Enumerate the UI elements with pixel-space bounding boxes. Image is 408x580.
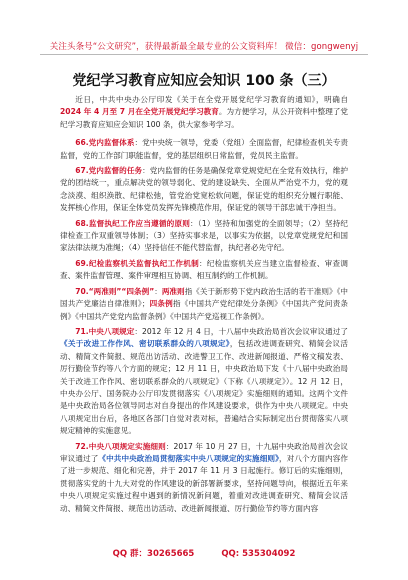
highlight-text: 71.中央八项规定	[75, 326, 135, 336]
paragraph-text: ：（1）坚持和加强党的全面领导；（2）坚持纪律检查工作双重领导体制；（3）坚持实事求是，以事实为依据，以党章党规党纪和国家法律法规为准绳；（4）坚持信任不能代替监督，执纪者必先守纪。	[60, 218, 349, 253]
highlight-text: 2024 年 4 月至 7 月在全党开展党纪学习教育	[60, 107, 219, 117]
paragraph-text: ，包括改进调查研究、精简会议活动、精简文件简报、规范出访活动、改进警卫工作、改进新闻报道、严格文稿发表、厉行勤俭节约等八个方面的规定；12 月 11 日，中央政治局下发《十八届中央政治局关于改进工作作风、密切联系群众的八项规定》（下称《八项规定》）。12 月 12 日，中央办公厅、国务院办公厅印发贯彻落实《八项规定》实施细则的通知。这两个文件是中央政治局各位领导同志对自身提出的作风建设要求，供作为中央八项规定。中央八项规定出台后，各地区各部门自觉对表对标，普遍结合实际制定出台贯彻落实八项规定精神的实施意见。	[60, 339, 349, 436]
footer-contact	[0, 547, 408, 559]
highlight-text: 72.中央八项规定实施细则	[75, 441, 166, 451]
paragraph-text: ：	[154, 286, 162, 296]
paragraph	[60, 326, 348, 438]
paragraph-text: ，对八个方面内容作了进一步规范、细化和完善，并于 2017 年 11 月 3 日起施行。修订后的实施细则，贯彻落实党的十九大对党的作风建设的新部署新要求，坚持问题导向，根据近五年来中央八项规定实施过程中遇到的新情况新问题，着重对改进调查研究、精简会议活动、精简文件简报、规范出访活动、改进新闻报道、厉行勤俭节约等方面内容	[60, 453, 348, 513]
document-title-link: 《中共中央政治局贯彻落实中央八项规定的实施细则》	[98, 453, 279, 463]
top-divider	[40, 54, 368, 55]
highlight-text: 66.党内监督体系	[75, 138, 135, 148]
highlight-text: 67.党内监督的任务	[75, 166, 143, 176]
footer-qq: QQ: 535304092	[221, 549, 296, 559]
paragraph-text: 近日，中共中央办公厅印发《关于在全党开展党纪学习教育的通知》，明确自	[75, 95, 348, 104]
paragraph-text: 。为方便学习，从公开资料中整理了党纪学习教育应知应会知识 100 条，供大家参考学习。	[60, 107, 349, 129]
paragraph	[60, 165, 348, 215]
paragraph	[60, 137, 348, 162]
document-title-link: 《关于改进工作作风、密切联系群众的八项规定》	[60, 339, 230, 349]
document-body	[60, 94, 348, 518]
paragraph-text: ：2017 年 10 月 27 日，十九届中央政治局首次会议审议通过了	[60, 441, 349, 463]
top-banner: 关注头条号“公文研究”，获得最新最全最专业的公文资料库！ 微信：gongwenyj	[49, 42, 359, 52]
highlight-text: 70.“两准则”“四条例”	[75, 286, 155, 296]
paragraph	[60, 94, 348, 131]
paragraph	[60, 441, 348, 515]
paragraph-text: ：党中央统一领导，党委（党组）全面监督，纪律检查机关专责监督，党的工作部门职能监督，党的基层组织日常监督，党员民主监督。	[60, 138, 349, 160]
highlight-text: 两准则	[161, 286, 185, 296]
paragraph-text: ：党内监督的任务是确保党章党规党纪在全党有效执行，维护党的团结统一，重点解决党的领导弱化、党的建设缺失、全面从严治党不力，党的观念淡漠、组织涣散、纪律松弛，管党治党宽松软问题，保证党的组织充分履行职能、发挥核心作用，保证全体党员发挥先锋模范作用，保证党的领导干部忠诚干净担当。	[60, 166, 349, 213]
highlight-text: 68.监督执纪工作应当遵循的原则	[75, 218, 191, 228]
paragraph-text: ：2012 年 12 月 4 日，十八届中央政治局首次会议审议通过了	[134, 326, 349, 336]
page-title: 党纪学习教育应知应会知识 100 条（三）	[72, 73, 336, 89]
highlight-text: 69.纪检监察机关监督执纪工作机制	[75, 258, 199, 268]
footer-qq-group: QQ 群：30265665	[112, 549, 195, 559]
paragraph-text: 指《中国共产党纪律处分条例》《中国共产党问责条例》《中国共产党党内监督条例》《中国共产党巡视工作条例》。	[60, 299, 349, 321]
paragraph	[60, 218, 348, 255]
paragraph-text: ：纪检监察机关应当建立监督检查、审查调查、案件监督管理、案件审理相互协调、相互制约的工作机制。	[60, 258, 348, 281]
paragraph-text: 指《关于新形势下党内政治生活的若干准则》《中国共产党廉洁自律准则》；	[60, 286, 349, 309]
paragraph	[60, 286, 348, 323]
highlight-text: 四条例	[149, 299, 173, 309]
paragraph	[60, 258, 348, 283]
